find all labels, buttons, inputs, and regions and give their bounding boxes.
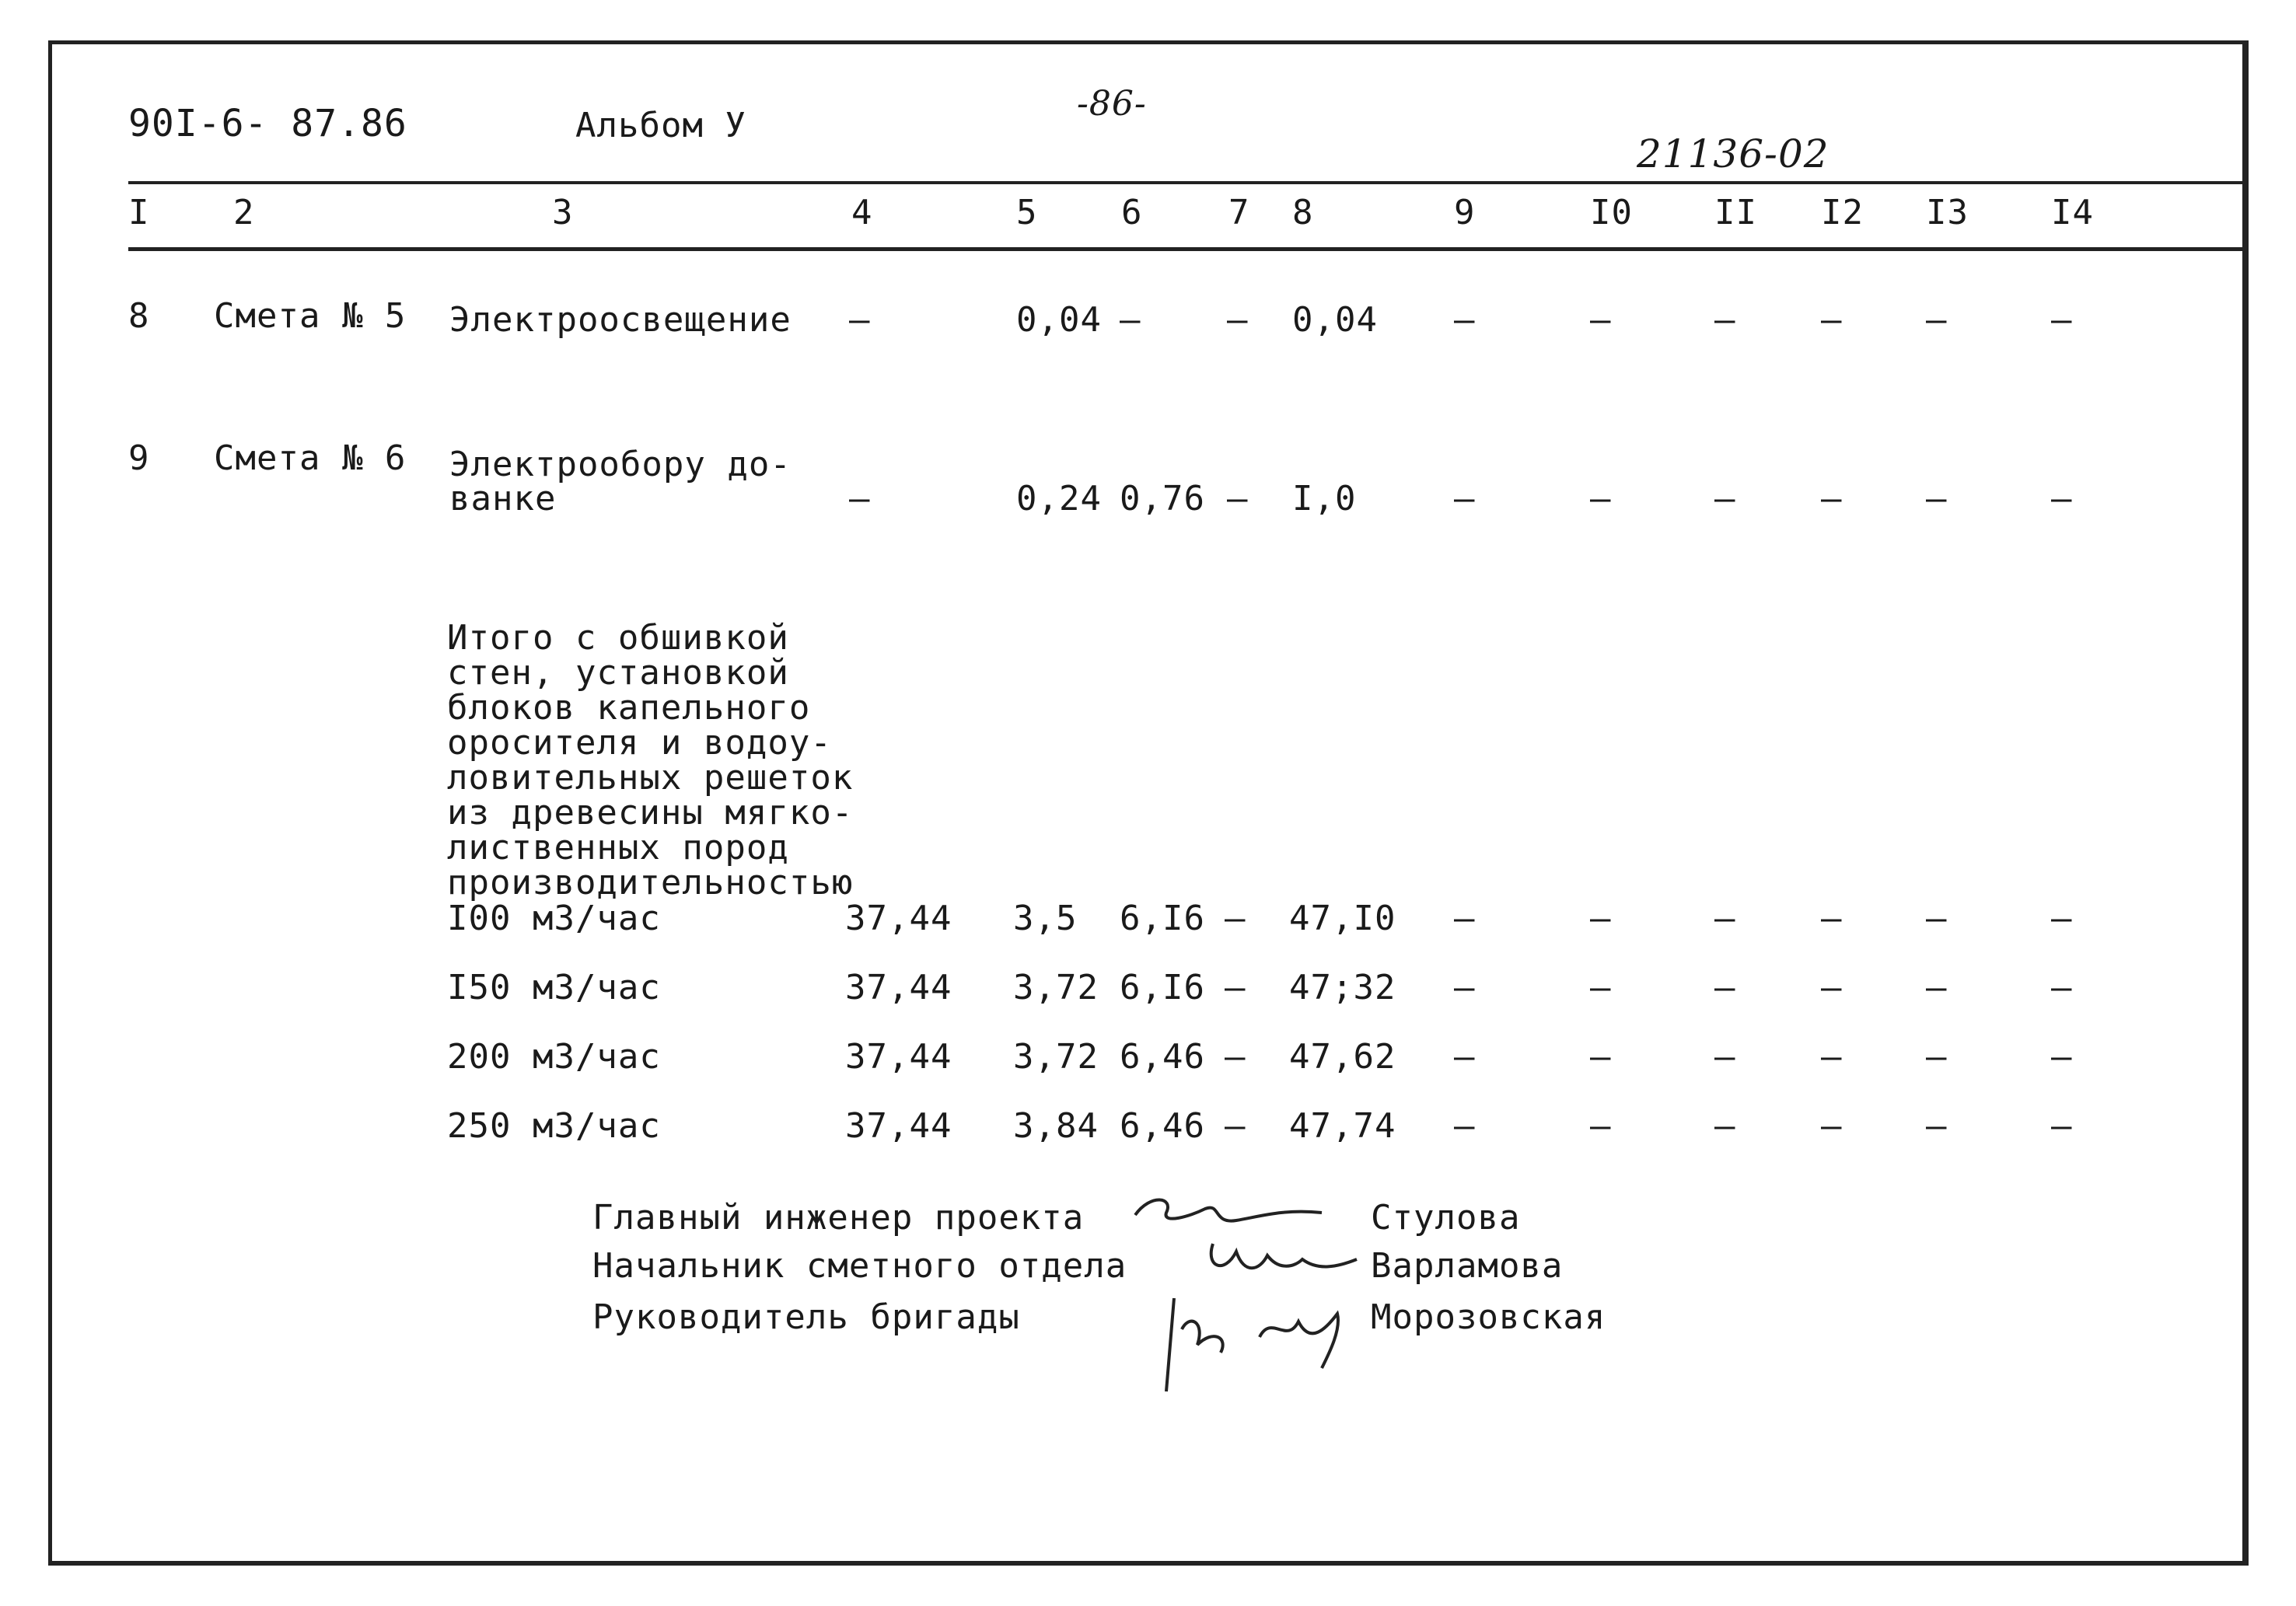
cell-c7: – — [1225, 1037, 1246, 1077]
cell-c5: 3,72 — [1013, 968, 1099, 1007]
col-num-13: I3 — [1926, 193, 1969, 232]
cell-c8: 47,I0 — [1289, 899, 1396, 938]
signature-scribble-3 — [1143, 1283, 1376, 1407]
cell-c8: I,0 — [1292, 479, 1357, 518]
capacity-label: 200 м3/час — [447, 1037, 661, 1077]
cell-c8: 47,62 — [1289, 1037, 1396, 1077]
cell-c8: 47;32 — [1289, 968, 1396, 1007]
cell-c5: 0,04 — [1016, 300, 1102, 340]
item-name-line1: Электрообору до- — [449, 445, 792, 484]
album-label: Альбом У — [575, 106, 746, 145]
capacity-label: I50 м3/час — [447, 968, 661, 1007]
page-number: -86- — [1077, 84, 1147, 124]
estimate-ref: Смета № 5 — [214, 296, 407, 336]
cell-c4: 37,44 — [845, 968, 952, 1007]
cell-c12: – — [1821, 300, 1843, 340]
cell-c11: – — [1714, 968, 1736, 1007]
cell-c6: 0,76 — [1120, 479, 1205, 518]
cell-c7: – — [1225, 968, 1246, 1007]
cell-c12: – — [1821, 968, 1843, 1007]
col-num-10: I0 — [1590, 193, 1633, 232]
header-bottom-rule — [128, 247, 2245, 251]
cell-c9: – — [1454, 1106, 1476, 1146]
cell-c8: 47,74 — [1289, 1106, 1396, 1146]
cell-c14: – — [2051, 899, 2073, 938]
cell-c4: 37,44 — [845, 1106, 952, 1146]
col-num-1: I — [128, 193, 150, 232]
cell-c13: – — [1926, 479, 1948, 518]
col-num-8: 8 — [1292, 193, 1314, 232]
col-num-14: I4 — [2051, 193, 2094, 232]
cell-c8: 0,04 — [1292, 300, 1378, 340]
cell-c7: – — [1227, 479, 1249, 518]
cell-c7: – — [1225, 899, 1246, 938]
cell-c4: 37,44 — [845, 899, 952, 938]
cell-c12: – — [1821, 479, 1843, 518]
cell-c10: – — [1590, 899, 1612, 938]
cell-c10: – — [1590, 479, 1612, 518]
col-num-5: 5 — [1016, 193, 1038, 232]
cell-c11: – — [1714, 479, 1736, 518]
total-desc-line: оросителя и водоу- — [447, 723, 832, 763]
col-num-2: 2 — [233, 193, 255, 232]
row-number: 8 — [128, 296, 150, 336]
cell-c6: 6,46 — [1120, 1106, 1205, 1146]
cell-c9: – — [1454, 479, 1476, 518]
cell-c5: 3,84 — [1013, 1106, 1099, 1146]
item-name-line2: ванке — [449, 479, 557, 518]
signer-name: Морозовская — [1371, 1297, 1606, 1337]
signer-role: Руководитель бригады — [592, 1297, 1020, 1337]
cell-c13: – — [1926, 899, 1948, 938]
doc-code: 90I-6- 87.86 — [128, 102, 407, 145]
cell-c6: 6,I6 — [1120, 899, 1205, 938]
capacity-label: I00 м3/час — [447, 899, 661, 938]
cell-c14: – — [2051, 968, 2073, 1007]
cell-c11: – — [1714, 1037, 1736, 1077]
cell-c9: – — [1454, 899, 1476, 938]
capacity-label: 250 м3/час — [447, 1106, 661, 1146]
cell-c12: – — [1821, 1106, 1843, 1146]
total-desc-line: стен, установкой — [447, 653, 789, 693]
cell-c5: 3,72 — [1013, 1037, 1099, 1077]
cell-c7: – — [1225, 1106, 1246, 1146]
total-desc-line: Итого с обшивкой — [447, 618, 789, 658]
cell-c12: – — [1821, 1037, 1843, 1077]
total-desc-line: производительностью — [447, 863, 854, 903]
cell-c6: 6,46 — [1120, 1037, 1205, 1077]
cell-c4: 37,44 — [845, 1037, 952, 1077]
col-num-9: 9 — [1454, 193, 1476, 232]
header-top-rule — [128, 181, 2245, 184]
cell-c11: – — [1714, 300, 1736, 340]
total-desc-line: лиственных пород — [447, 828, 789, 868]
cell-c13: – — [1926, 968, 1948, 1007]
signer-name: Варламова — [1371, 1246, 1564, 1286]
cell-c9: – — [1454, 300, 1476, 340]
cell-c10: – — [1590, 300, 1612, 340]
item-name: Электроосвещение — [449, 300, 792, 340]
cell-c12: – — [1821, 899, 1843, 938]
cell-c14: – — [2051, 300, 2073, 340]
cell-c10: – — [1590, 1037, 1612, 1077]
col-num-11: II — [1714, 193, 1757, 232]
col-num-3: 3 — [552, 193, 574, 232]
col-num-12: I2 — [1821, 193, 1864, 232]
cell-c10: – — [1590, 968, 1612, 1007]
row-number: 9 — [128, 438, 150, 478]
cell-c14: – — [2051, 1037, 2073, 1077]
signature-scribble-2 — [1201, 1228, 1380, 1290]
cell-c10: – — [1590, 1106, 1612, 1146]
cell-c4: – — [849, 479, 871, 518]
signer-role: Начальник сметного отдела — [592, 1246, 1127, 1286]
cell-c9: – — [1454, 968, 1476, 1007]
cell-c13: – — [1926, 300, 1948, 340]
signer-name: Стулова — [1371, 1198, 1521, 1238]
estimate-ref: Смета № 6 — [214, 438, 407, 478]
cell-c4: – — [849, 300, 871, 340]
archive-number: 21136-02 — [1637, 131, 1829, 176]
total-desc-line: блоков капельного — [447, 688, 811, 728]
cell-c6: 6,I6 — [1120, 968, 1205, 1007]
col-num-4: 4 — [851, 193, 873, 232]
cell-c13: – — [1926, 1106, 1948, 1146]
cell-c7: – — [1227, 300, 1249, 340]
total-desc-line: из древесины мягко- — [447, 793, 854, 833]
cell-c14: – — [2051, 479, 2073, 518]
cell-c9: – — [1454, 1037, 1476, 1077]
col-num-6: 6 — [1121, 193, 1143, 232]
total-desc-line: ловительных решеток — [447, 758, 854, 798]
cell-c13: – — [1926, 1037, 1948, 1077]
signer-role: Главный инженер проекта — [592, 1198, 1085, 1238]
cell-c14: – — [2051, 1106, 2073, 1146]
cell-c11: – — [1714, 899, 1736, 938]
col-num-7: 7 — [1228, 193, 1250, 232]
cell-c5: 3,5 — [1013, 899, 1078, 938]
cell-c5: 0,24 — [1016, 479, 1102, 518]
cell-c11: – — [1714, 1106, 1736, 1146]
cell-c6: – — [1120, 300, 1141, 340]
